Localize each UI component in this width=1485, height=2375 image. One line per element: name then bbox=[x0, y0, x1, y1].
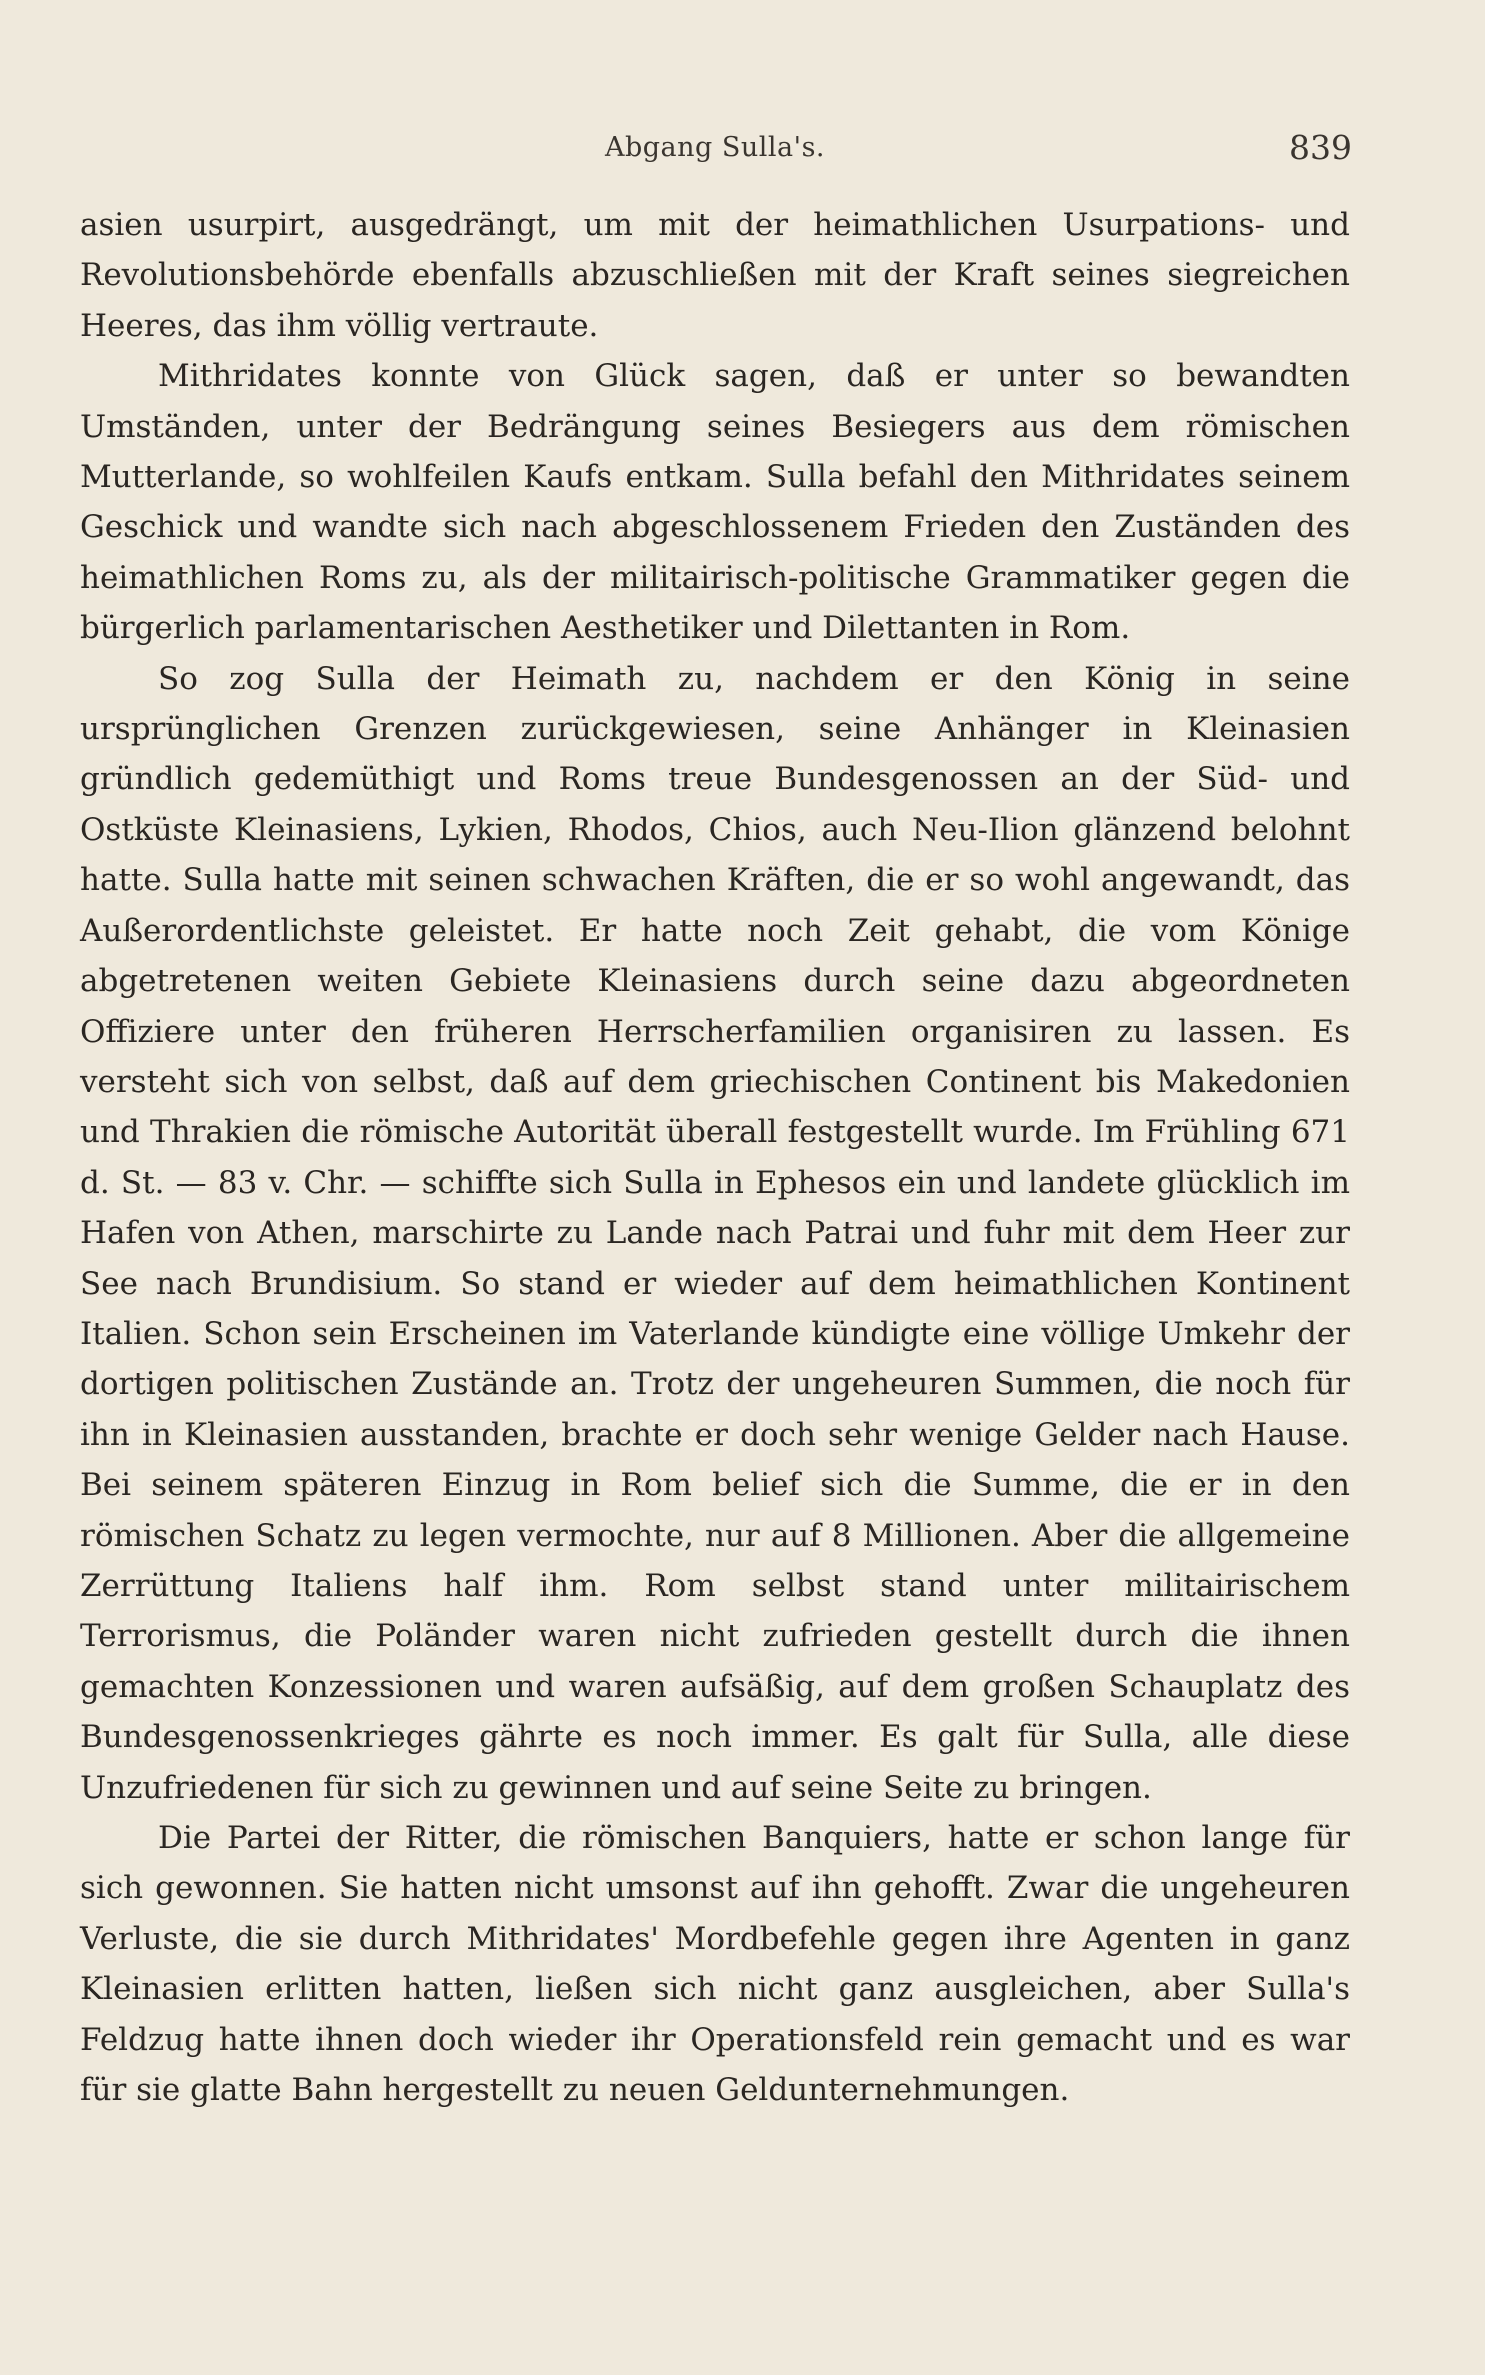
paragraph-3: So zog Sulla der Heimath zu, nachdem er den König in seine ursprünglichen Grenzen zurückgewiesen, seine Anhänger in Kleinasien gründlich gedemüthigt und Roms treue Bundesgenossen an der Süd- und Ostküste Kleinasiens, Lykien, Rhodos, Chios, auch Neu-Ilion glänzend belohnt hatte. Sulla hatte mit seinen schwachen Kräften, die er so wohl angewandt, das Außerordentlichste geleistet. Er hatte noch Zeit gehabt, die vom Könige abgetretenen weiten Gebiete Kleinasiens durch seine dazu abgeordneten Offiziere unter den früheren Herrscherfamilien organisiren zu lassen. Es versteht sich von selbst, daß auf dem griechischen Continent bis Makedonien und Thrakien die römische Autorität überall festgestellt wurde. Im Frühling 671 d. St. — 83 v. Chr. — schiffte sich Sulla in Ephesos ein und landete glücklich im Hafen von Athen, marschirte zu Lande nach Patrai und fuhr mit dem Heer zur See nach Brundisium. So stand er wieder auf dem heimathlichen Kontinent Italien. Schon sein Erscheinen im Vaterlande kündigte eine völlige Umkehr der dortigen politischen Zustände an. Trotz der ungeheuren Summen, die noch für ihn in Kleinasien ausstanden, brachte er doch sehr wenige Gelder nach Hause. Bei seinem späteren Einzug in Rom belief sich die Summe, die er in den römischen Schatz zu legen vermochte, nur auf 8 Millionen. Aber die allgemeine Zerrüttung Italiens half ihm. Rom selbst stand unter militairischem Terrorismus, die Poländer waren nicht zufrieden gestellt durch die ihnen gemachten Konzessionen und waren aufsäßig, auf dem großen Schauplatz des Bundesgenossenkrieges gährte es noch immer. Es galt für Sulla, alle diese Unzufriedenen für sich zu gewinnen und auf seine Seite zu bringen. bbox=[80, 660, 1350, 1806]
paragraph-1: asien usurpirt, ausgedrängt, um mit der heimathlichen Usurpations- und Revolutionsbehörde ebenfalls abzuschließen mit der Kraft seines siegreichen Heeres, das ihm völlig vertraute. bbox=[80, 207, 1350, 344]
paragraph-4: Die Partei der Ritter, die römischen Banquiers, hatte er schon lange für sich gewonnen. Sie hatten nicht umsonst auf ihn gehofft. Zwar die ungeheuren Verluste, die sie durch Mithridates' Mordbefehle gegen ihre Agenten in ganz Kleinasien erlitten hatten, ließen sich nicht ganz ausgleichen, aber Sulla's Feldzug hatte ihnen doch wieder ihr Operationsfeld rein gemacht und es war für sie glatte Bahn hergestellt zu neuen Geldunternehmungen. bbox=[80, 1820, 1350, 2109]
paragraph-2: Mithridates konnte von Glück sagen, daß er unter so bewandten Umständen, unter der Bedrängung seines Besiegers aus dem römischen Mutterlande, so wohlfeilen Kaufs entkam. Sulla befahl den Mithridates seinem Geschick und wandte sich nach abgeschlossenem Frieden den Zuständen des heimathlichen Roms zu, als der militairisch-politische Grammatiker gegen die bürgerlich parlamentarischen Aesthetiker und Dilettanten in Rom. bbox=[80, 358, 1350, 647]
page-number: 839 bbox=[1289, 128, 1352, 167]
running-head bbox=[80, 128, 1350, 178]
running-title: Abgang Sulla's. bbox=[604, 132, 826, 163]
body-text bbox=[80, 200, 1350, 2115]
